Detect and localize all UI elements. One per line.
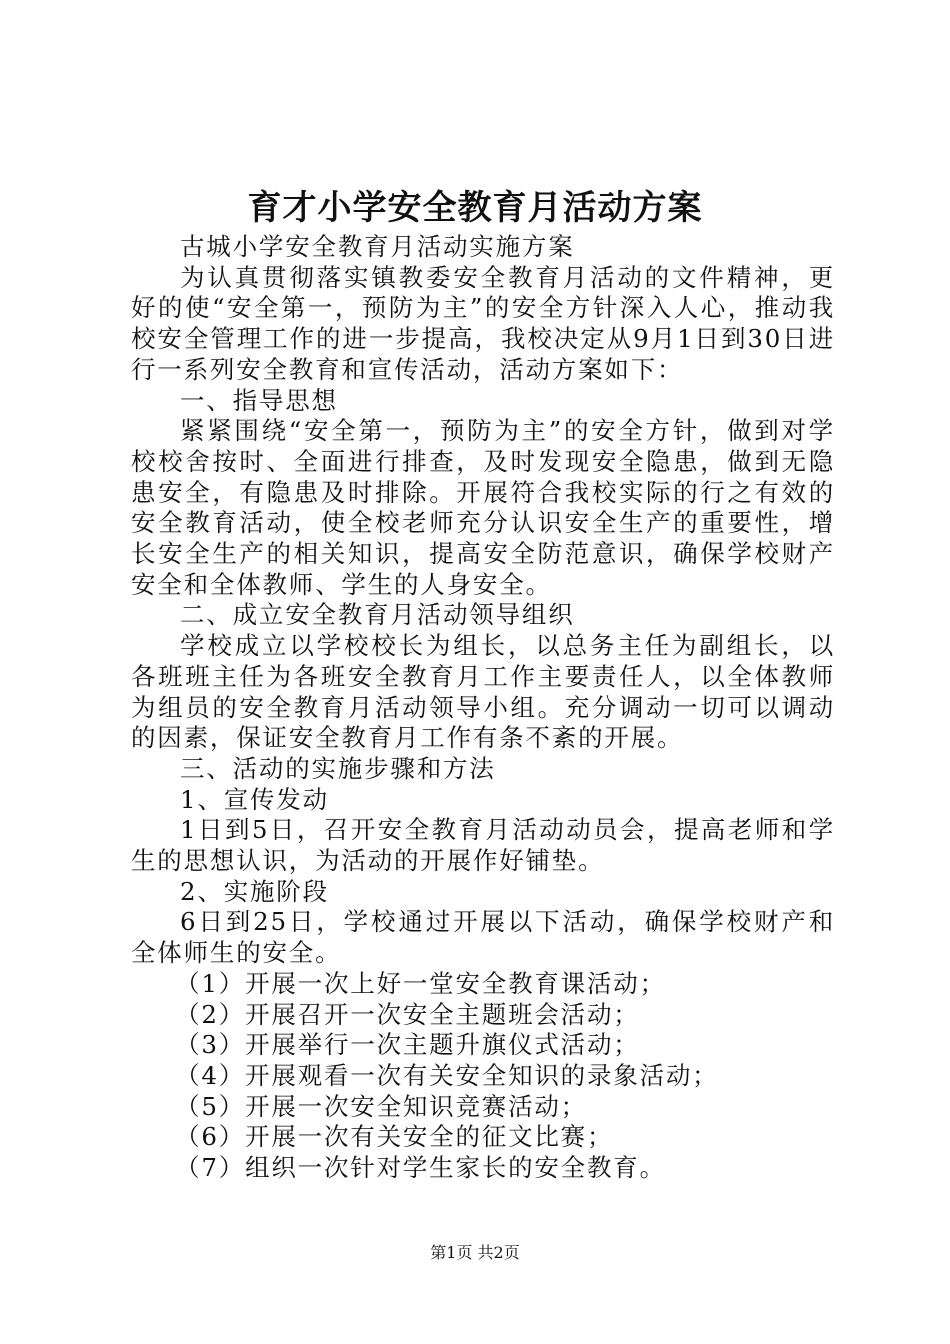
paragraph: 一、指导思想 xyxy=(180,385,338,415)
list-item: （1）开展一次上好一堂安全教育课活动； xyxy=(175,968,666,998)
page-footer: 第1页 共2页 xyxy=(430,1243,520,1262)
paragraph: 古城小学安全教育月活动实施方案 xyxy=(180,232,575,261)
list-item: （6）开展一次有关安全的征文比赛； xyxy=(175,1122,614,1152)
list-item: （5）开展一次安全知识竞赛活动； xyxy=(175,1091,587,1121)
paragraph: 紧紧围绕“安全第一，预防为主”的安全方针，做到对学校校舍按时、全面进行排查，及时发现安全隐患，做到无隐患安全，有隐患及时排除。开展符合我校实际的行之有效的安全教育活动，使全校老师充分认识安全生产的重要性，增长安全生产的相关知识，提高安全防范意识，确保学校财产安全和全体教师、学生的人身安全。 xyxy=(131,416,835,599)
list-item: （7）组织一次针对学生家长的安全教育。 xyxy=(175,1153,666,1183)
document-body xyxy=(131,232,835,1184)
paragraph: 1日到5日，召开安全教育月活动动员会，提高老师和学生的思想认识，为活动的开展作好铺垫。 xyxy=(131,815,835,876)
paragraph: 学校成立以学校校长为组长，以总务主任为副组长，以各班班主任为各班安全教育月工作主要责任人，以全体教师为组员的安全教育月活动领导小组。充分调动一切可以调动的因素，保证安全教育月工作有条不紊的开展。 xyxy=(131,631,835,753)
list-item: （3）开展举行一次主题升旗仪式活动； xyxy=(175,1030,640,1060)
paragraph: 6日到25日，学校通过开展以下活动，确保学校财产和全体师生的安全。 xyxy=(131,907,835,968)
paragraph: 三、活动的实施步骤和方法 xyxy=(180,753,496,783)
document-title: 育才小学安全教育月活动方案 xyxy=(247,188,703,228)
list-item: （4）开展观看一次有关安全知识的录象活动； xyxy=(175,1060,719,1090)
paragraph: 二、成立安全教育月活动领导组织 xyxy=(180,600,575,630)
paragraph: 为认真贯彻落实镇教委安全教育月活动的文件精神，更好的使“安全第一，预防为主”的安全方针深入人心，推动我校安全管理工作的进一步提高，我校决定从9月1日到30日进行一系列安全教育和宣传活动，活动方案如下： xyxy=(131,262,835,384)
paragraph: 1、宣传发动 xyxy=(180,784,329,814)
list-item: （2）开展召开一次安全主题班会活动； xyxy=(175,999,640,1029)
paragraph: 2、实施阶段 xyxy=(180,876,329,906)
